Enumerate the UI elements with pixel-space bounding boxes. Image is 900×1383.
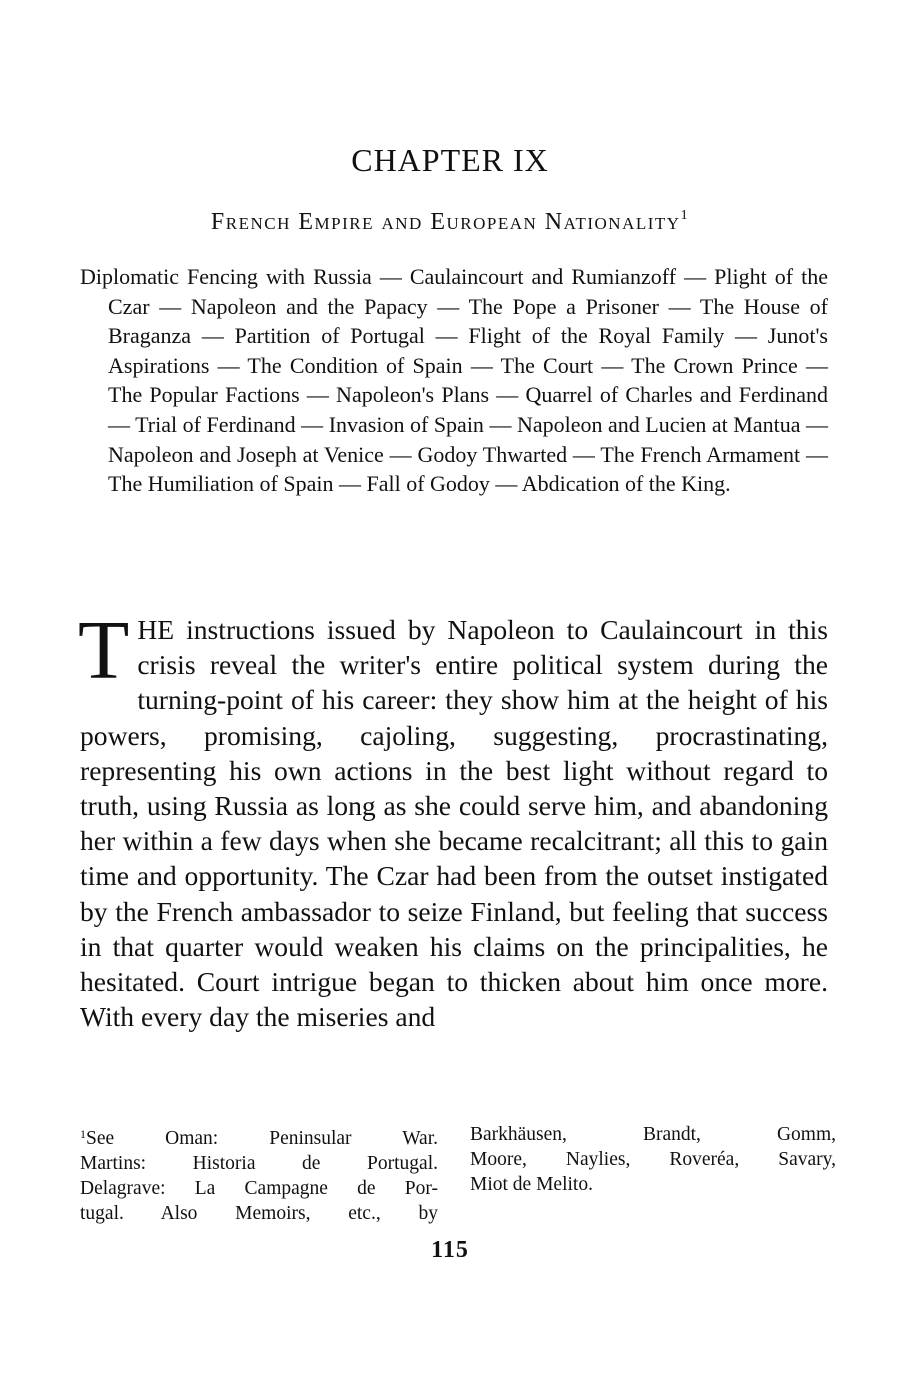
body-paragraph-text: HE instructions issued by Napoleon to Caulaincourt in this crisis reveal the writer's entire political system during the turning-point of his career: they show him at the height of his powers, promising, cajoling, suggesting, procrastinating, representing his own actions in the best light without regard to truth, using Russia as long as she could serve him, and abandoning her within a few days when she became recalcitrant; all this to gain time and opportunity. The Czar had been from the outset instigated by the French ambassador to seize Finland, but feeling that success in that quarter would weaken his claims on the principalities, he hesitated. Court intrigue began to thicken about him once more. With every day the miseries and bbox=[80, 614, 828, 1033]
chapter-subtitle bbox=[0, 208, 900, 236]
footnote-line: tugal. Also Memoirs, etc., by bbox=[80, 1203, 438, 1224]
chapter-subtitle-text: French Empire and European Nationality bbox=[210, 209, 681, 235]
footnote-right-column bbox=[470, 1122, 836, 1197]
chapter-summary: Diplomatic Fencing with Russia — Caulaincourt and Rumianzoff — Plight of the Czar — Napoleon and the Papacy — The Pope a Prisoner — The House of Braganza — Partition of Portugal — Flight of the Royal Family — Junot's Aspirations — The Condition of Spain — The Court — The Crown Prince — The Popular Factions — Napoleon's Plans — Quarrel of Charles and Ferdinand — Trial of Ferdinand — Invasion of Spain — Napoleon and Lucien at Mantua — Napoleon and Joseph at Venice — Godoy Thwarted — The French Armament — The Humiliation of Spain — Fall of Godoy — Abdication of the King. bbox=[80, 264, 828, 497]
footnote-reference: 1 bbox=[680, 208, 690, 223]
body-paragraph bbox=[78, 604, 828, 1034]
footnote-line: Moore, Naylies, Roveréa, Savary, bbox=[470, 1149, 836, 1170]
chapter-heading: CHAPTER IX bbox=[351, 142, 549, 178]
footnote-line: Delagrave: La Campagne de Por- bbox=[80, 1178, 438, 1199]
footnote-line: $^1$See Oman: Peninsular War. bbox=[80, 1127, 438, 1149]
page-number: 115 bbox=[431, 1237, 469, 1263]
footnote-line: Martins: Historia de Portugal. bbox=[80, 1153, 438, 1174]
footnote-marker: 1 bbox=[80, 1127, 86, 1141]
drop-cap: T bbox=[78, 604, 130, 697]
footnote-line: Barkhäusen, Brandt, Gomm, bbox=[470, 1124, 836, 1145]
footnote-left-column bbox=[80, 1122, 438, 1226]
footnote-line: Miot de Melito. bbox=[470, 1174, 593, 1195]
